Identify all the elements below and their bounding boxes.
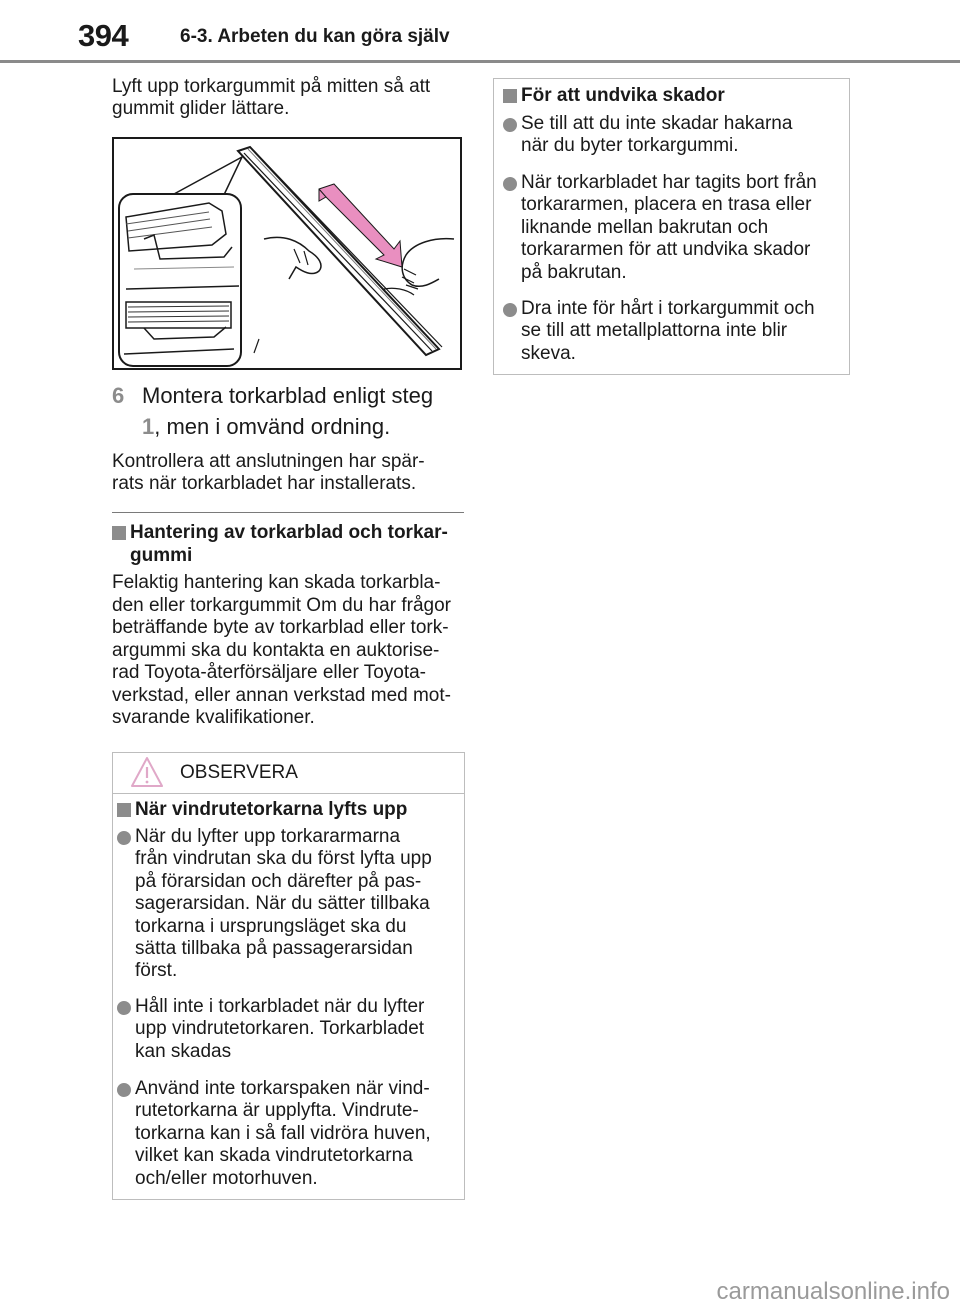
notice-heading: När vindrutetorkarna lyfts upp: [135, 799, 408, 820]
bullet-text-line: kan skadas: [135, 1040, 232, 1062]
round-bullet-icon: [117, 1083, 131, 1097]
wiper-blade-illustration: [114, 139, 460, 368]
header-rule: [0, 60, 960, 63]
handling-body-line: rad Toyota-återförsäljare eller Toyota-: [112, 662, 427, 683]
bullet-text-line: rutetorkarna är upplyfta. Vindrute-: [135, 1100, 419, 1122]
round-bullet-icon: [117, 1001, 131, 1015]
bullet-text-line: och/eller motorhuven.: [135, 1167, 318, 1189]
intro-line-2: gummit glider lättare.: [112, 98, 290, 119]
bullet-text-line: torkararmen, placera en trasa eller: [521, 194, 812, 216]
round-bullet-icon: [503, 303, 517, 317]
round-bullet-icon: [503, 177, 517, 191]
handling-body-line: verkstad, eller annan verkstad med mot-: [112, 684, 451, 706]
bullet-text-line: torkarna kan i så fall vidröra huven,: [135, 1122, 431, 1144]
step-text-line2: , men i omvänd ordning.: [154, 414, 391, 439]
wiper-illustration: [112, 137, 462, 370]
bullet-text-line: upp vindrutetorkaren. Torkarbladet: [135, 1018, 425, 1040]
bullet-text-line: Se till att du inte skadar hakarna: [521, 113, 793, 134]
handling-body-line: argummi ska du kontakta en auktorise-: [112, 639, 440, 661]
step-reference: 1: [142, 414, 155, 439]
bullet-text-line: vilket kan skada vindrutetorkarna: [135, 1145, 413, 1167]
bullet-text-line: torkararmen för att undvika skador: [521, 239, 811, 261]
bullet-text-line: på förarsidan och därefter på pas-: [135, 870, 422, 892]
bullet-text-line: Använd inte torkarspaken när vind-: [135, 1078, 430, 1099]
notice-label: OBSERVERA: [180, 762, 298, 783]
bullet-text-line: sagerarsidan. När du sätter tillbaka: [135, 893, 430, 915]
bullet-text-line: från vindrutan ska du först lyfta upp: [135, 848, 432, 870]
bullet-text-line: först.: [135, 960, 178, 982]
square-bullet-icon: [117, 803, 131, 817]
handling-heading-line-1: Hantering av torkarblad och torkar-: [130, 522, 448, 543]
bullet-text-line: När torkarbladet har tagits bort från: [521, 172, 817, 193]
handling-body-line: beträffande byte av torkarblad eller tork-: [112, 617, 449, 638]
step-text-line1: Montera torkarblad enligt steg: [142, 383, 434, 408]
bullet-text-line: sätta tillbaka på passagerarsidan: [135, 938, 413, 959]
intro-line-1: Lyft upp torkargummit på mitten så att: [112, 76, 431, 97]
bullet-text-line: När du lyfter upp torkararmarna: [135, 826, 401, 847]
after-step-line-2: rats när torkarbladet har installerats.: [112, 473, 417, 494]
square-bullet-icon: [503, 89, 517, 103]
after-step-line-1: Kontrollera att anslutningen har spär-: [112, 451, 425, 472]
page-header: [0, 0, 960, 70]
bullet-text-line: liknande mellan bakrutan och: [521, 216, 769, 238]
bullet-text-line: när du byter torkargummi.: [521, 135, 739, 157]
bullet-text-line: se till att metallplattorna inte blir: [521, 320, 788, 342]
bullet-text-line: på bakrutan.: [521, 261, 627, 283]
round-bullet-icon: [117, 831, 131, 845]
handling-body-line: den eller torkargummit Om du har frågor: [112, 594, 451, 616]
bullet-text-line: Håll inte i torkarbladet när du lyfter: [135, 996, 425, 1017]
step-number: 6: [112, 383, 125, 408]
handling-body-line: Felaktig hantering kan skada torkarbla-: [112, 572, 441, 593]
section-divider: [112, 512, 464, 513]
handling-body-line: svarande kvalifikationer.: [112, 707, 315, 728]
bullet-text-line: skeva.: [521, 342, 576, 364]
section-title: 6-3. Arbeten du kan göra själv: [180, 26, 450, 47]
step-6: [112, 380, 462, 442]
warning-triangle-icon: [130, 756, 164, 788]
handling-heading-line-2: gummi: [130, 545, 193, 566]
watermark: carmanualsonline.info: [716, 1278, 950, 1305]
square-bullet-icon: [112, 526, 126, 540]
round-bullet-icon: [503, 118, 517, 132]
bullet-text-line: torkarna i ursprungsläget ska du: [135, 915, 407, 937]
bullet-text-line: Dra inte för hårt i torkargummit och: [521, 298, 815, 319]
page-number: 394: [78, 18, 129, 53]
damage-prevention-heading: För att undvika skador: [521, 85, 725, 106]
